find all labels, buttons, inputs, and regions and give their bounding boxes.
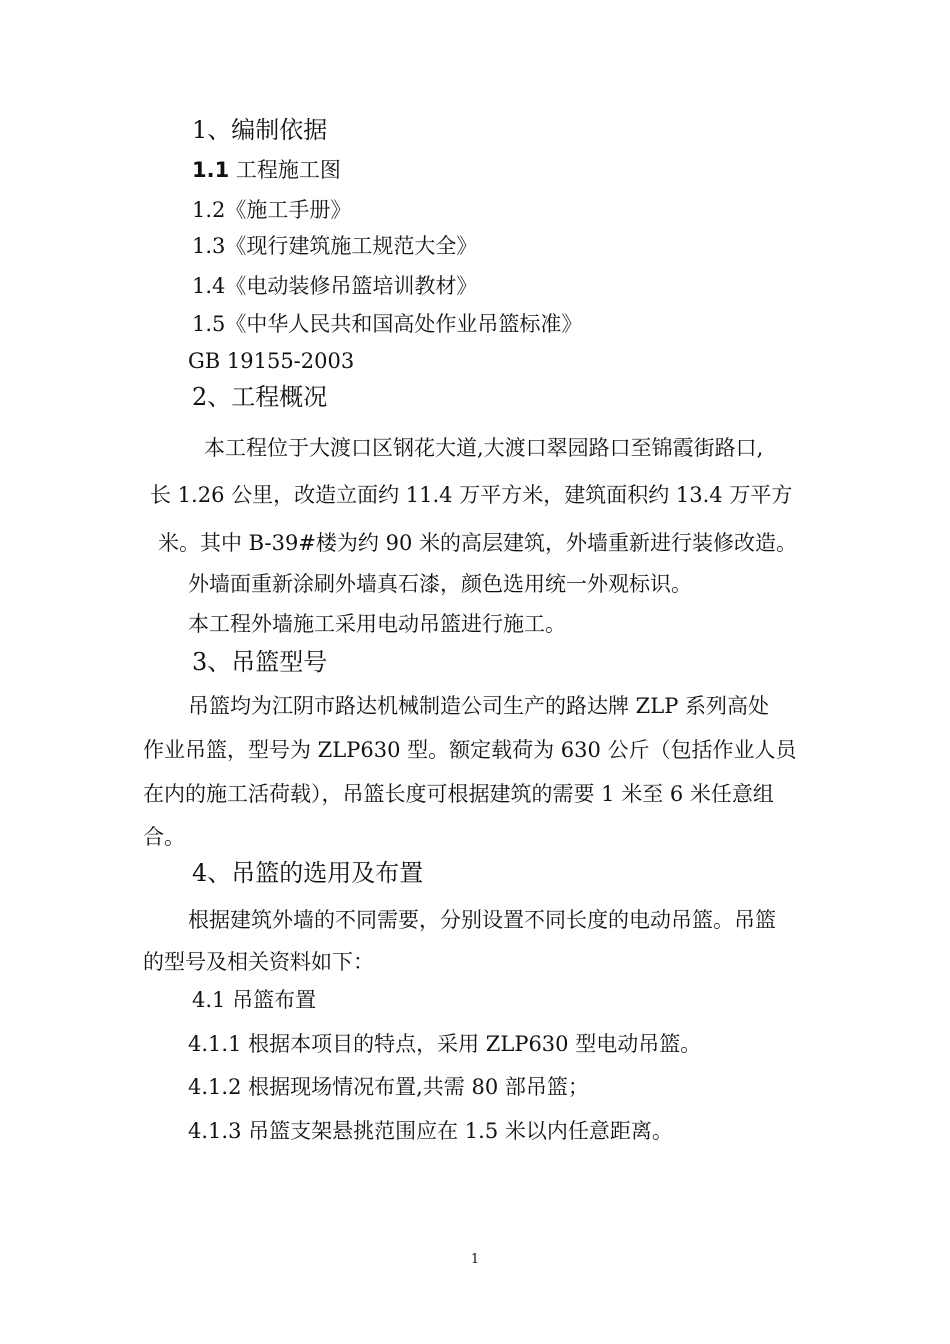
ref-item-6: GB 19155-2003 <box>188 349 355 373</box>
section-4-heading: 4、吊篮的选用及布置 <box>192 859 424 887</box>
overview-line-3: 米。其中 B-39#楼为约 90 米的高层建筑，外墙重新进行装修改造。 <box>158 531 797 555</box>
layout-item-3: 4.1.3 吊篮支架悬挑范围应在 1.5 米以内任意距离。 <box>188 1119 673 1143</box>
page-number: 1 <box>470 1252 480 1267</box>
overview-line-1: 本工程位于大渡口区钢花大道,大渡口翠园路口至锦霞街路口, <box>204 436 764 460</box>
overview-line-2: 长 1.26 公里，改造立面约 11.4 万平方米，建筑面积约 13.4 万平方 <box>150 483 793 507</box>
model-line-3: 在内的施工活荷载），吊篮长度可根据建筑的需要 1 米至 6 米任意组 <box>143 782 774 806</box>
model-line-1: 吊篮均为江阴市路达机械制造公司生产的路达牌 ZLP 系列高处 <box>188 694 770 718</box>
ref-item-3: 1.3《现行建筑施工规范大全》 <box>192 234 478 258</box>
section-1-heading: 1、编制依据 <box>192 116 328 144</box>
ref-item-2: 1.2《施工手册》 <box>192 198 352 222</box>
section-2-heading: 2、工程概况 <box>192 383 328 411</box>
section-3-heading: 3、吊篮型号 <box>192 648 328 676</box>
model-line-4: 合。 <box>143 825 185 849</box>
subsection-4-1-heading: 4.1 吊篮布置 <box>192 988 317 1012</box>
model-line-2: 作业吊篮，型号为 ZLP630 型。额定载荷为 630 公斤（包括作业人员 <box>143 738 797 762</box>
overview-paragraph-2: 外墙面重新涂刷外墙真石漆，颜色选用统一外观标识。 <box>188 572 692 596</box>
ref-item-1 <box>192 160 341 181</box>
layout-item-1: 4.1.1 根据本项目的特点，采用 ZLP630 型电动吊篮。 <box>188 1032 702 1056</box>
ref-item-5: 1.5《中华人民共和国高处作业吊篮标准》 <box>192 312 583 336</box>
layout-item-2: 4.1.2 根据现场情况布置,共需 80 部吊篮； <box>188 1075 589 1099</box>
ref-item-1-text: 工程施工图 <box>229 158 341 182</box>
selection-line-1: 根据建筑外墙的不同需要，分别设置不同长度的电动吊篮。吊篮 <box>188 908 776 932</box>
overview-paragraph-3: 本工程外墙施工采用电动吊篮进行施工。 <box>188 612 566 636</box>
ref-item-1-number: 1.1 <box>192 158 230 182</box>
selection-line-2: 的型号及相关资料如下： <box>143 950 374 974</box>
ref-item-4: 1.4《电动装修吊篮培训教材》 <box>192 274 478 298</box>
